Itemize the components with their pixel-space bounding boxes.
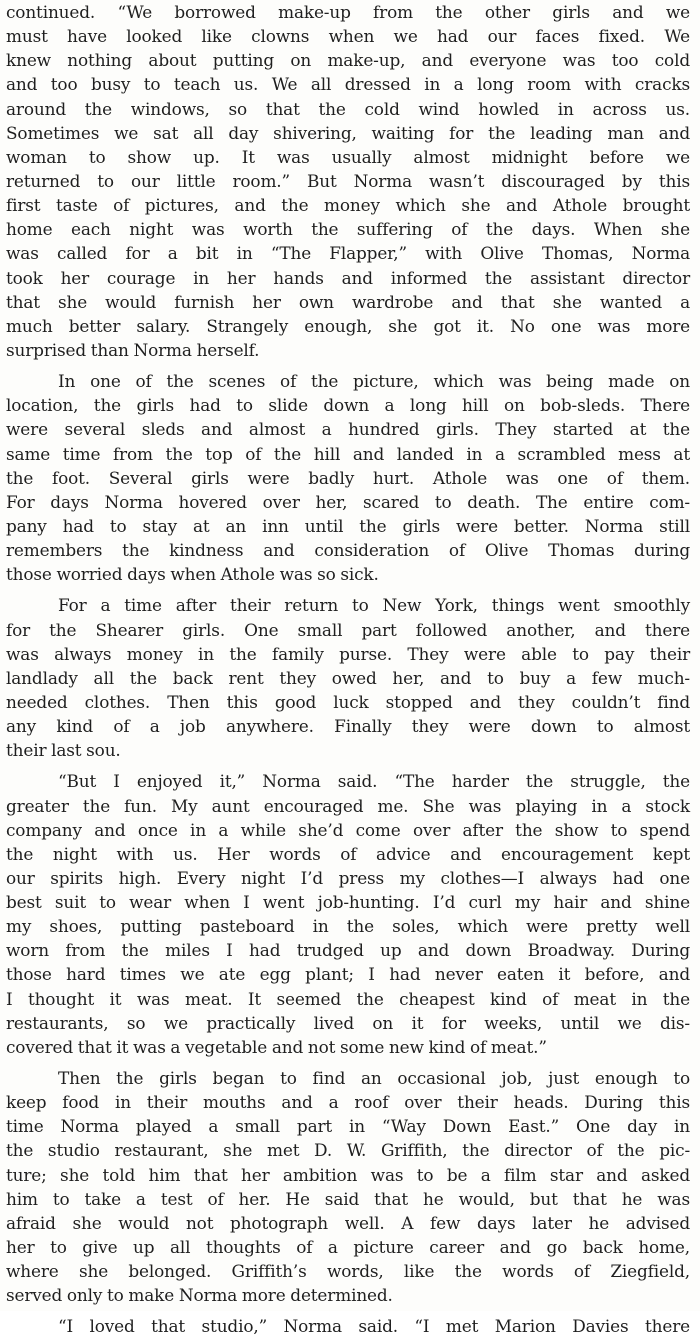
text-line: covered that it was a vegetable and not some new kind of meat.” bbox=[6, 1036, 547, 1057]
text-line: and too busy to teach us. We all dressed in a long room with cracks bbox=[6, 74, 690, 95]
text-line: greater the fun. My aunt encouraged me. She was playing in a stock bbox=[6, 795, 690, 816]
text-column bbox=[6, 0, 690, 1339]
text-line: my shoes, putting pasteboard in the soles, which were pretty well bbox=[6, 916, 690, 937]
text-line: surprised than Norma herself. bbox=[6, 339, 260, 360]
paragraph bbox=[6, 1066, 690, 1307]
text-line: needed clothes. Then this good luck stopped and they couldn’t find bbox=[6, 691, 690, 712]
paragraph-gap bbox=[6, 1307, 690, 1314]
text-line: him to take a test of her. He said that he would, but that he was bbox=[6, 1188, 690, 1209]
paragraph-gap bbox=[6, 362, 690, 369]
text-line: worn from the miles I had trudged up and down Broadway. During bbox=[6, 940, 690, 961]
text-line: ture; she told him that her ambition was to be a film star and asked bbox=[6, 1164, 690, 1185]
text-line: those worried days when Athole was so sick. bbox=[6, 564, 379, 585]
text-line: I thought it was meat. It seemed the cheapest kind of meat in the bbox=[6, 988, 690, 1009]
text-line: best suit to wear when I went job-hunting. I’d curl my hair and shine bbox=[6, 892, 690, 913]
text-line: pany had to stay at an inn until the girls were better. Norma still bbox=[6, 515, 690, 536]
text-line: In one of the scenes of the picture, which was being made on bbox=[58, 371, 690, 392]
text-line: woman to show up. It was usually almost midnight before we bbox=[6, 146, 690, 167]
paragraph bbox=[6, 0, 690, 362]
text-line: continued. “We borrowed make-up from the other girls and we bbox=[6, 2, 690, 22]
text-line: her to give up all thoughts of a picture career and go back home, bbox=[6, 1237, 690, 1258]
text-line: those hard times we ate egg plant; I had never eaten it before, and bbox=[6, 964, 690, 985]
text-line: the night with us. Her words of advice and encouragement kept bbox=[6, 843, 690, 864]
text-line: home each night was worth the suffering of the days. When she bbox=[6, 219, 690, 240]
text-line: took her courage in her hands and informed the assistant director bbox=[6, 267, 690, 288]
text-line: company and once in a while she’d come over after the show to spend bbox=[6, 819, 690, 840]
text-line: Sometimes we sat all day shivering, waiting for the leading man and bbox=[6, 122, 690, 143]
paragraph bbox=[6, 769, 690, 1059]
text-line: the foot. Several girls were badly hurt. Athole was one of them. bbox=[6, 467, 690, 488]
text-line: landlady all the back rent they owed her, and to buy a few much- bbox=[6, 667, 690, 688]
text-line: “I loved that studio,” Norma said. “I met Marion Davies there bbox=[58, 1316, 690, 1337]
text-line: much better salary. Strangely enough, she got it. No one was more bbox=[6, 315, 690, 336]
text-line: afraid she would not photograph well. A few days later he advised bbox=[6, 1212, 690, 1233]
text-line: any kind of a job anywhere. Finally they were down to almost bbox=[6, 716, 690, 737]
text-line: knew nothing about putting on make-up, and everyone was too cold bbox=[6, 50, 690, 71]
paragraph-gap bbox=[6, 762, 690, 769]
text-line: served only to make Norma more determined. bbox=[6, 1285, 393, 1306]
text-line: was called for a bit in “The Flapper,” with Olive Thomas, Norma bbox=[6, 243, 690, 264]
text-line: same time from the top of the hill and landed in a scrambled mess at bbox=[6, 443, 690, 464]
text-line: keep food in their mouths and a roof over their heads. During this bbox=[6, 1092, 690, 1113]
text-line: time Norma played a small part in “Way Down East.” One day in bbox=[6, 1116, 690, 1137]
paragraph bbox=[6, 369, 690, 586]
text-line: For a time after their return to New York, things went smoothly bbox=[58, 595, 690, 616]
text-line: location, the girls had to slide down a long hill on bob-sleds. There bbox=[6, 395, 690, 416]
text-line: were several sleds and almost a hundred girls. They started at the bbox=[6, 419, 690, 440]
text-line: “But I enjoyed it,” Norma said. “The harder the struggle, the bbox=[58, 771, 690, 792]
text-line: their last sou. bbox=[6, 740, 121, 761]
text-line: first taste of pictures, and the money which she and Athole brought bbox=[6, 195, 690, 216]
paragraph-gap bbox=[6, 586, 690, 593]
text-line: that she would furnish her own wardrobe and that she wanted a bbox=[6, 291, 690, 312]
text-line: for the Shearer girls. One small part followed another, and there bbox=[6, 619, 690, 640]
text-line: returned to our little room.” But Norma wasn’t discouraged by this bbox=[6, 170, 690, 191]
text-line: remembers the kindness and consideration of Olive Thomas during bbox=[6, 540, 690, 561]
text-line: where she belonged. Griffith’s words, like the words of Ziegfield, bbox=[6, 1261, 690, 1282]
text-line: our spirits high. Every night I’d press my clothes—I always had one bbox=[6, 867, 690, 888]
text-line: the studio restaurant, she met D. W. Griffith, the director of the pic- bbox=[6, 1140, 690, 1161]
paragraph bbox=[6, 593, 690, 762]
text-line: was always money in the family purse. They were able to pay their bbox=[6, 643, 690, 664]
text-line: For days Norma hovered over her, scared to death. The entire com- bbox=[6, 491, 690, 512]
text-line: around the windows, so that the cold wind howled in across us. bbox=[6, 98, 690, 119]
text-line: restaurants, so we practically lived on it for weeks, until we dis- bbox=[6, 1012, 690, 1033]
text-line: must have looked like clowns when we had our faces fixed. We bbox=[6, 26, 690, 47]
text-line: Then the girls began to find an occasional job, just enough to bbox=[58, 1068, 690, 1089]
paragraph bbox=[6, 1314, 690, 1338]
paragraph-gap bbox=[6, 1059, 690, 1066]
